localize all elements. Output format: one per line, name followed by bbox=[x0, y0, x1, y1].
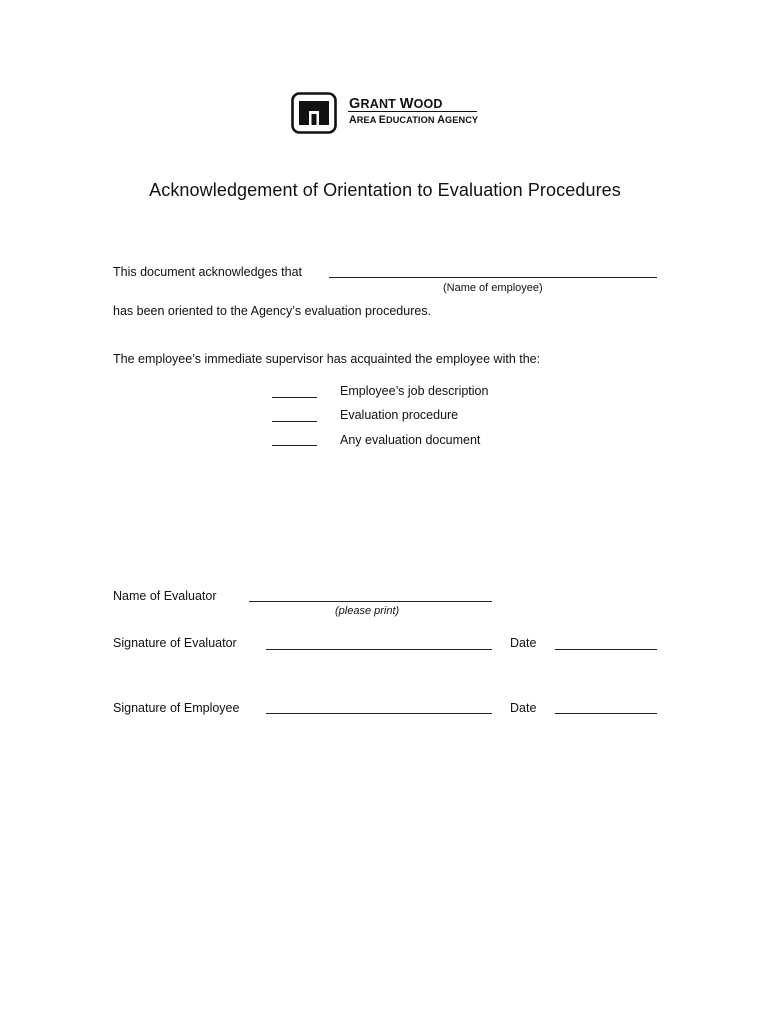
checkbox-line-job-description[interactable] bbox=[272, 397, 317, 398]
logo-subtitle bbox=[349, 114, 478, 126]
employee-signature-line[interactable] bbox=[266, 713, 492, 714]
logo-initial-a: A bbox=[349, 114, 357, 126]
item-evaluation-document: Any evaluation document bbox=[340, 433, 481, 447]
item-job-description: Employee’s job description bbox=[340, 384, 489, 398]
logo-text-ducation: DUCATION bbox=[385, 115, 438, 125]
logo-initial-w: W bbox=[399, 96, 414, 112]
evaluator-date-label: Date bbox=[510, 636, 537, 650]
logo-text-rant: RANT bbox=[360, 97, 400, 111]
logo-initial-e: E bbox=[378, 114, 386, 126]
logo-initial-g: G bbox=[349, 96, 361, 112]
employee-date-line[interactable] bbox=[555, 713, 657, 714]
supervisor-statement: The employee’s immediate supervisor has acquainted the employee with the: bbox=[113, 352, 541, 366]
evaluator-signature-label: Signature of Evaluator bbox=[113, 636, 237, 650]
logo-name bbox=[349, 96, 443, 112]
logo-initial-a2: A bbox=[437, 114, 445, 126]
acknowledge-continuation-text: has been oriented to the Agency’s evaluation procedures. bbox=[113, 304, 432, 318]
checkbox-line-evaluation-document[interactable] bbox=[272, 445, 317, 446]
employee-signature-label: Signature of Employee bbox=[113, 701, 240, 715]
agency-logo-icon bbox=[291, 92, 337, 134]
logo-divider bbox=[348, 111, 477, 112]
acknowledge-lead-text: This document acknowledges that bbox=[113, 265, 302, 279]
employee-name-caption: (Name of employee) bbox=[443, 282, 543, 294]
employee-date-label: Date bbox=[510, 701, 537, 715]
evaluator-name-label: Name of Evaluator bbox=[113, 589, 217, 603]
evaluator-date-line[interactable] bbox=[555, 649, 657, 650]
page-title: Acknowledgement of Orientation to Evaluation Procedures bbox=[149, 180, 621, 200]
please-print-caption: (please print) bbox=[335, 605, 400, 617]
employee-name-line[interactable] bbox=[329, 277, 657, 278]
item-evaluation-procedure: Evaluation procedure bbox=[340, 408, 459, 422]
evaluator-name-line[interactable] bbox=[249, 601, 492, 602]
logo-text-rea: REA bbox=[356, 115, 379, 125]
evaluator-signature-line[interactable] bbox=[266, 649, 492, 650]
checkbox-line-evaluation-procedure[interactable] bbox=[272, 421, 317, 422]
logo-text-gency: GENCY bbox=[444, 115, 479, 125]
logo-text-ood: OOD bbox=[413, 97, 443, 111]
